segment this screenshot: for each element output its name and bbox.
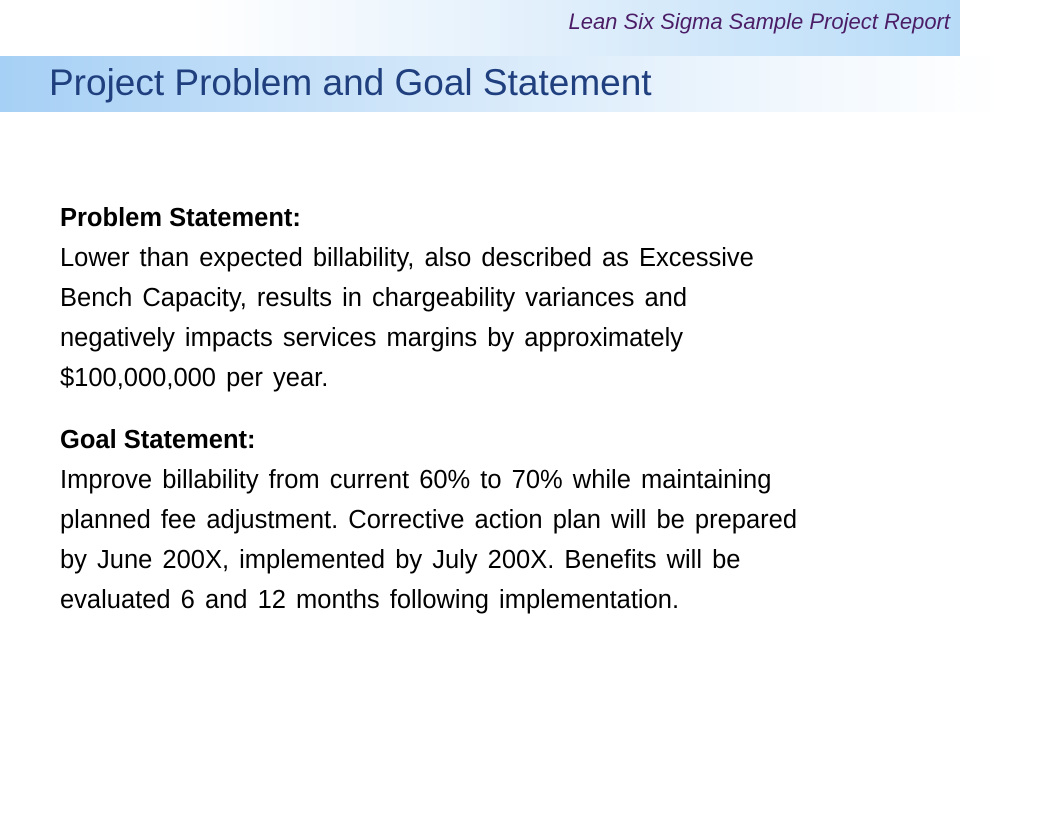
page-title: Project Problem and Goal Statement bbox=[49, 62, 652, 103]
problem-statement-heading: Problem Statement: bbox=[60, 204, 301, 232]
problem-statement-section bbox=[60, 198, 1000, 398]
problem-statement-line: negatively impacts services margins by approximately bbox=[60, 324, 683, 352]
goal-statement-line: by June 200X, implemented by July 200X. Benefits will be bbox=[60, 546, 741, 574]
problem-statement-line: $100,000,000 per year. bbox=[60, 364, 329, 392]
problem-statement-line: Bench Capacity, results in chargeability variances and bbox=[60, 284, 688, 312]
goal-statement-section bbox=[60, 420, 1000, 620]
goal-statement-line: planned fee adjustment. Corrective action plan will be prepared bbox=[60, 506, 798, 534]
slide-content bbox=[60, 198, 1000, 620]
goal-statement-line: Improve billability from current 60% to 70% while maintaining bbox=[60, 466, 772, 494]
report-label: Lean Six Sigma Sample Project Report bbox=[568, 9, 950, 34]
goal-statement-heading: Goal Statement: bbox=[60, 426, 256, 454]
goal-statement-line: evaluated 6 and 12 months following implementation. bbox=[60, 586, 680, 614]
problem-statement-line: Lower than expected billability, also described as Excessive bbox=[60, 244, 754, 272]
